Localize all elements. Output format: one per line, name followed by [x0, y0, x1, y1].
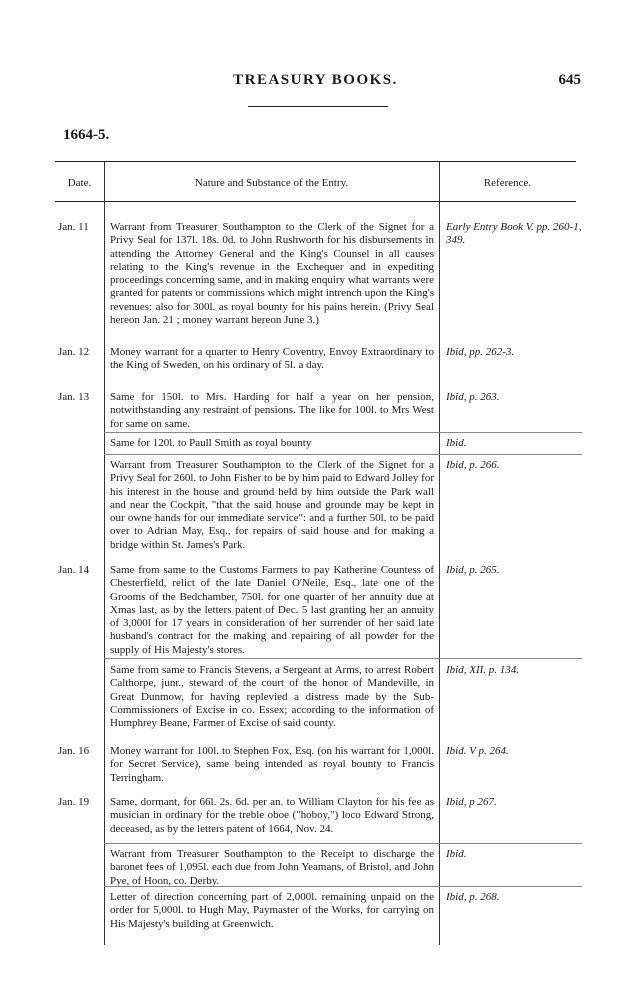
entry-separator [104, 843, 582, 844]
entry-separator [104, 454, 582, 455]
entry-date: Jan. 13 [58, 391, 90, 403]
table-header-rule [55, 201, 576, 202]
entry-text: Warrant from Treasurer Southampton to the Clerk of the Signet for a Privy Seal for 260l. to John Fisher to be by him paid to Edward Jolley for his interest in the house and ground held by him outside the Park wall and near the Cockpit, "that the said house and grounde may be kept in our owne hands for our immediate service": and a further 50l. to be paid over to Adrian May, Esq., for repairs of said house and for making a bridge within St. James's Park. [110, 459, 434, 551]
entry-date: Jan. 14 [58, 564, 90, 576]
entry-text: Warrant from Treasurer Southampton to the Receipt to discharge the baronet fees of 1,095l. each due from John Yeamans, of Bristol, and John Pye, of Hoon, co. Derby. [110, 848, 434, 887]
entry-reference: Ibid, p. 266. [446, 459, 500, 471]
entry-text: Letter of direction concerning part of 2,000l. remaining unpaid on the order for 5,000l. to Hugh May, Paymaster of the Works, for carrying on His Majesty's building at Greenwich. [110, 891, 434, 930]
page-header-title: TREASURY BOOKS. [233, 72, 398, 88]
entry-reference: Ibid, pp. 262-3. [446, 346, 515, 358]
entry-text: Same for 150l. to Mrs. Harding for half a year on her pension, notwithstanding any restraint of pensions. The like for 100l. to Mrs West for same on same. [110, 391, 434, 430]
entry-reference: Early Entry Book V. pp. 260-1, 349. [446, 221, 582, 247]
entry-text: Same, dormant, for 66l. 2s. 6d. per an. to William Clayton for his fee as musician in ordinary for the treble oboe ("hoboy,") loco Edward Strong, deceased, as by the letters patent of 1664, Nov. 24. [110, 796, 434, 835]
year-heading: 1664-5. [63, 127, 110, 143]
entry-date: Jan. 19 [58, 796, 90, 808]
entry-reference: Ibid. [446, 848, 467, 860]
entry-text: Same from same to the Customs Farmers to pay Katherine Countess of Chesterfield, relict of the late Daniel O'Neile, Esq., late one of the Grooms of the Bedchamber, 750l. for one quarter of her annuity due at Xmas last, as by the letters patent of Dec. 5 last granting her an annuity of 3,000l for 17 years in consideration of her surrender of her said late husband's contract for the making and repairing of all powder for the supply of His Majesty's stores. [110, 564, 434, 656]
column-header-reference: Reference. [483, 177, 532, 189]
table-top-rule [55, 161, 576, 162]
entry-reference: Ibid. V p. 264. [446, 745, 509, 757]
entry-text: Same from same to Francis Stevens, a Sergeant at Arms, to arrest Robert Calthorpe, junr., steward of the court of the honor of Mandeville, in Great Dunmow, for having replevied a distress made by the Sub-Commissioners of Excise in co. Essex; according to the information of Humphrey Beane, Farmer of Excise of said county. [110, 664, 434, 730]
entry-reference: Ibid, XII. p. 134. [446, 664, 520, 676]
entry-date: Jan. 16 [58, 745, 90, 757]
entry-date: Jan. 11 [58, 221, 89, 233]
column-divider-right [439, 161, 440, 945]
entry-text: Same for 120l. to Paull Smith as royal bounty [110, 437, 312, 449]
entry-reference: Ibid, p. 265. [446, 564, 500, 576]
entry-reference: Ibid. [446, 437, 467, 449]
entry-text: Warrant from Treasurer Southampton to the Clerk of the Signet for a Privy Seal for 137l. 18s. 0d. to John Rushworth for his disbursements in attending the Attorney General and the King's Counsel in all causes relating to the King's revenue in the Exchequer and in expediting proceedings concerning same, and in making enquiry what warrants were granted for patents or commissions which might intrench upon the King's revenues: also for 300l. as royal bounty for his pains herein. (Privy Seal hereon Jan. 21 ; money warrant hereon June 3.) [110, 221, 434, 327]
column-header-date: Date. [67, 177, 92, 189]
entry-text: Money warrant for 100l. to Stephen Fox, Esq. (on his warrant for 1,000l. for Secret Service), same being intended as royal bounty to Francis Terringham. [110, 745, 434, 784]
entry-reference: Ibid, p. 263. [446, 391, 500, 403]
entry-text: Money warrant for a quarter to Henry Coventry, Envoy Extraordinary to the King of Sweden, on his ordinary of 5l. a day. [110, 346, 434, 372]
entry-separator [104, 886, 582, 887]
entry-separator [104, 658, 582, 659]
entry-date: Jan. 12 [58, 346, 90, 358]
column-header-nature: Nature and Substance of the Entry. [194, 177, 349, 189]
header-rule [248, 106, 388, 107]
page-number: 645 [558, 72, 581, 88]
entry-reference: Ibid, p. 268. [446, 891, 500, 903]
entry-reference: Ibid, p 267. [446, 796, 497, 808]
entry-separator [104, 432, 582, 433]
column-divider-left [104, 161, 105, 945]
